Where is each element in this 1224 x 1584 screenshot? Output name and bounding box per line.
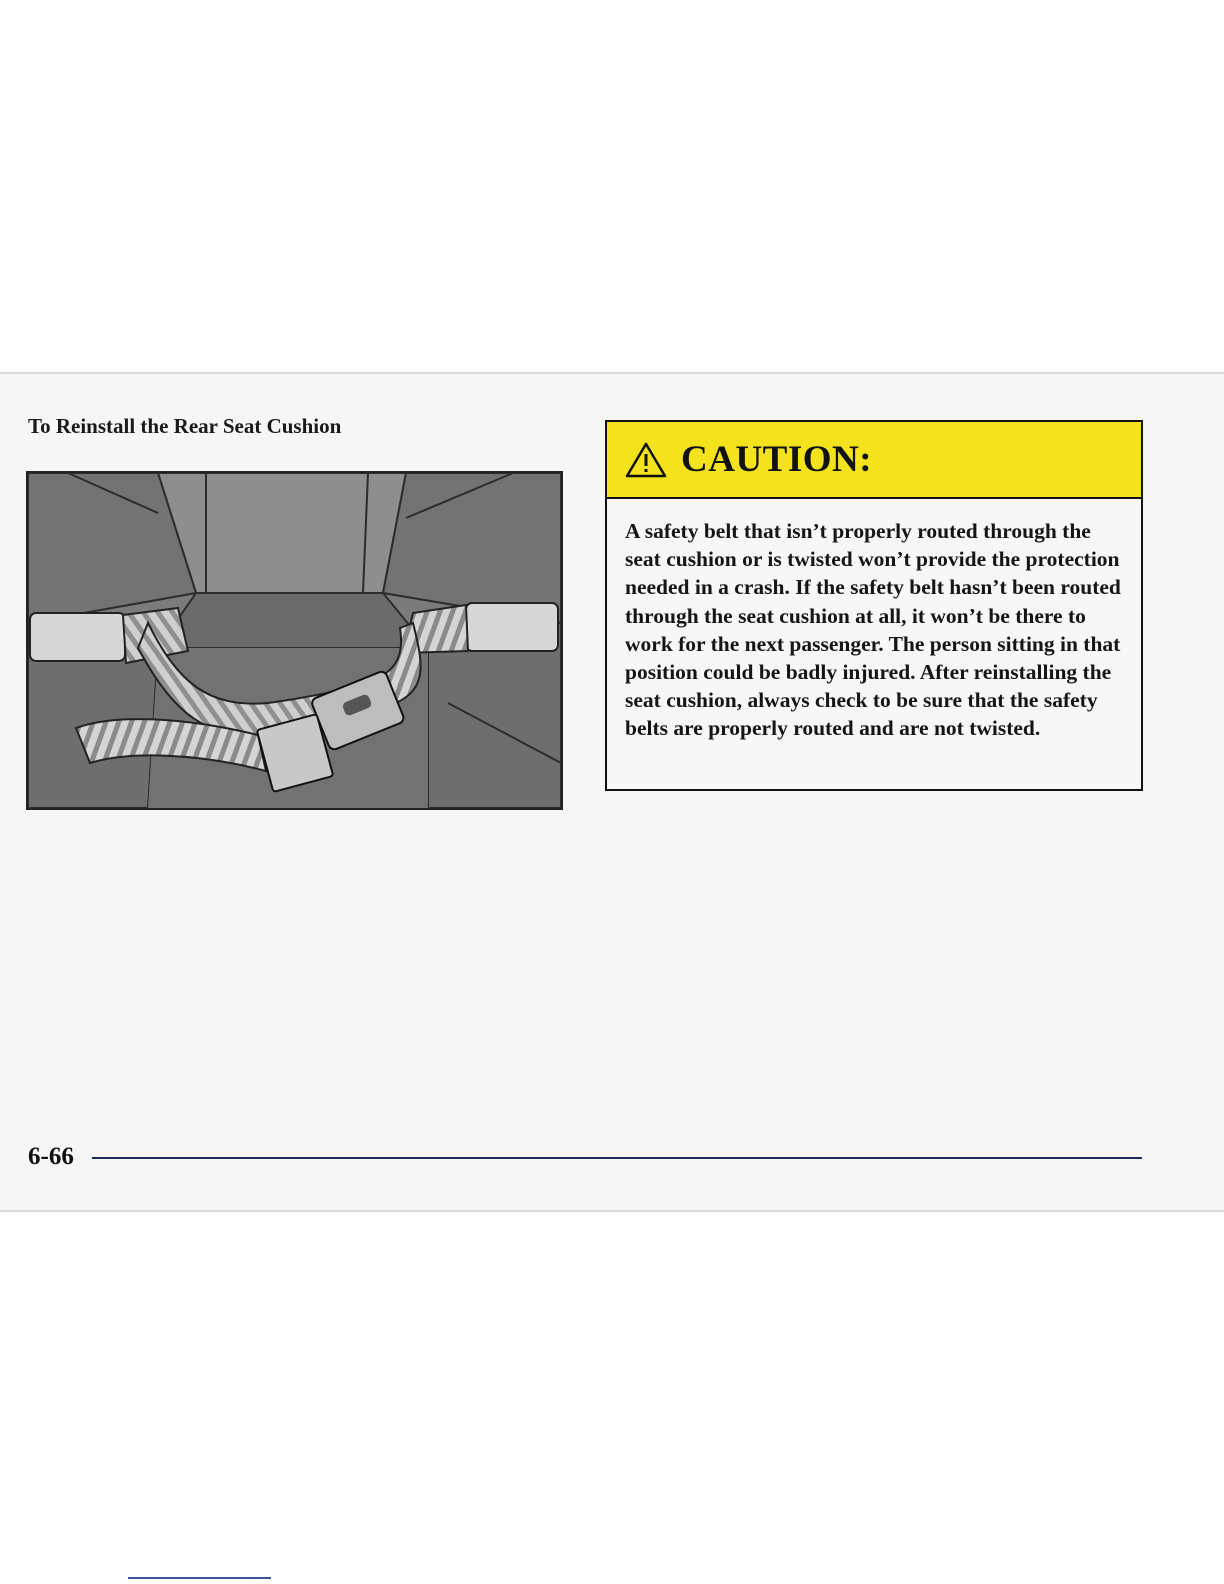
caution-title: CAUTION: [681, 439, 873, 480]
caution-box [605, 420, 1143, 791]
page-number: 6-66 [28, 1143, 74, 1170]
bottom-divider [128, 1577, 271, 1579]
caution-body-text: A safety belt that isn’t properly routed through the seat cushion or is twisted won’t provide the protection needed in a crash. If the safety belt hasn’t been routed through the seat cushion at all, it won’t be there to work for the next passenger. The person sitting in that position could be badly injured. After reinstalling the seat cushion, always check to be sure that the safety belts are properly routed and are not twisted. [625, 519, 1121, 741]
warning-triangle-icon [625, 442, 667, 478]
section-title: To Reinstall the Rear Seat Cushion [28, 414, 342, 438]
footer-rule [92, 1157, 1142, 1159]
seat-belt-illustration [26, 471, 563, 810]
caution-header [607, 422, 1141, 499]
